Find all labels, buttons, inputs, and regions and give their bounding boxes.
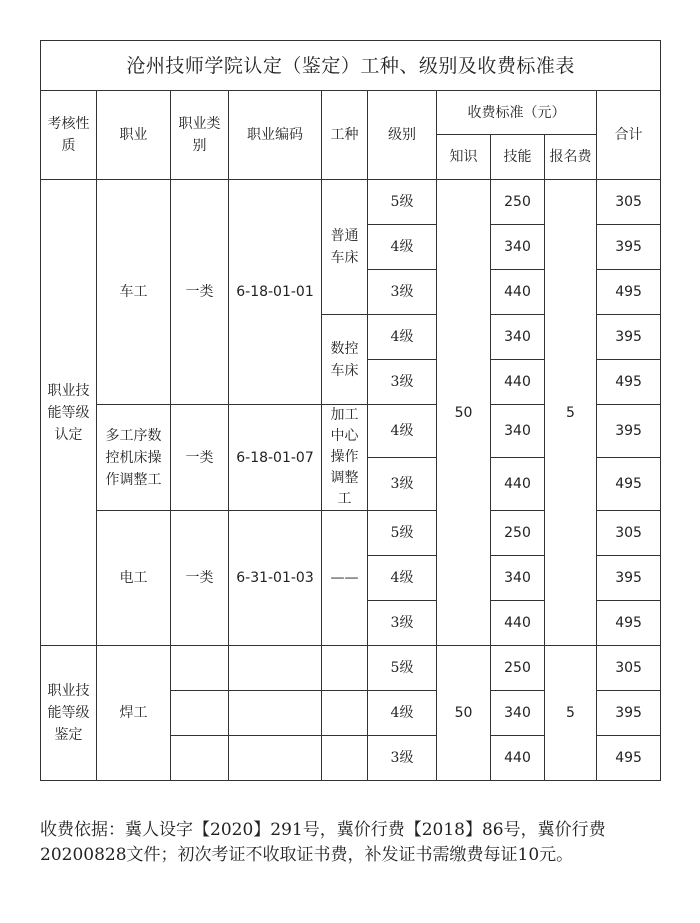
category-cell: 一类 <box>171 405 229 511</box>
header-knowledge: 知识 <box>437 135 491 180</box>
empty-cell <box>171 646 229 691</box>
total-cell: 305 <box>597 646 661 691</box>
empty-cell <box>322 646 368 691</box>
knowledge-fee-cell: 50 <box>437 646 491 781</box>
empty-cell <box>322 736 368 781</box>
level-cell: 4级 <box>368 225 437 270</box>
level-cell: 4级 <box>368 405 437 458</box>
table-title: 沧州技师学院认定（鉴定）工种、级别及收费标准表 <box>41 41 661 91</box>
skill-fee-cell: 440 <box>491 736 545 781</box>
skill-fee-cell: 340 <box>491 315 545 360</box>
header-occupation: 职业 <box>97 91 171 180</box>
skill-fee-cell: 440 <box>491 270 545 315</box>
header-trade: 工种 <box>322 91 368 180</box>
total-cell: 395 <box>597 556 661 601</box>
level-cell: 3级 <box>368 270 437 315</box>
total-cell: 495 <box>597 270 661 315</box>
level-cell: 3级 <box>368 360 437 405</box>
level-cell: 3级 <box>368 458 437 511</box>
skill-fee-cell: 440 <box>491 458 545 511</box>
skill-fee-cell: 340 <box>491 405 545 458</box>
occupation-cell: 焊工 <box>97 646 171 781</box>
code-cell: 6-18-01-01 <box>229 180 322 405</box>
header-total: 合计 <box>597 91 661 180</box>
skill-fee-cell: 340 <box>491 225 545 270</box>
skill-fee-cell: 250 <box>491 511 545 556</box>
total-cell: 395 <box>597 405 661 458</box>
level-cell: 3级 <box>368 601 437 646</box>
header-skill: 技能 <box>491 135 545 180</box>
code-cell: 6-31-01-03 <box>229 511 322 646</box>
empty-cell <box>229 646 322 691</box>
occupation-cell: 电工 <box>97 511 171 646</box>
total-cell: 395 <box>597 315 661 360</box>
occupation-cell: 多工序数控机床操作调整工 <box>97 405 171 511</box>
occupation-cell: 车工 <box>97 180 171 405</box>
fee-basis-note: 收费依据：冀人设字【2020】291号，冀价行费【2018】86号，冀价行费20200828文件；初次考证不收取证书费，补发证书需缴费每证10元。 <box>40 820 606 865</box>
code-cell: 6-18-01-07 <box>229 405 322 511</box>
category-cell: 一类 <box>171 180 229 405</box>
header-assessment-type: 考核性质 <box>41 91 97 180</box>
level-cell: 4级 <box>368 315 437 360</box>
assessment-type-appraisal: 职业技能等级鉴定 <box>41 646 97 781</box>
fee-table <box>40 40 661 781</box>
level-cell: 5级 <box>368 511 437 556</box>
total-cell: 395 <box>597 691 661 736</box>
total-cell: 305 <box>597 180 661 225</box>
level-cell: 5级 <box>368 180 437 225</box>
registration-fee-cell: 5 <box>545 646 597 781</box>
empty-cell <box>171 736 229 781</box>
level-cell: 5级 <box>368 646 437 691</box>
skill-fee-cell: 340 <box>491 691 545 736</box>
level-cell: 4级 <box>368 556 437 601</box>
trade-cell: 加工中心操作调整工 <box>322 405 368 511</box>
header-category: 职业类别 <box>171 91 229 180</box>
skill-fee-cell: 340 <box>491 556 545 601</box>
trade-cell: 普通车床 <box>322 180 368 315</box>
skill-fee-cell: 440 <box>491 360 545 405</box>
total-cell: 495 <box>597 458 661 511</box>
level-cell: 3级 <box>368 736 437 781</box>
total-cell: 305 <box>597 511 661 556</box>
total-cell: 495 <box>597 360 661 405</box>
total-cell: 495 <box>597 601 661 646</box>
assessment-type-certification: 职业技能等级认定 <box>41 180 97 646</box>
header-fee-standard: 收费标准（元） <box>437 91 597 135</box>
knowledge-fee-cell: 50 <box>437 180 491 646</box>
category-cell: 一类 <box>171 511 229 646</box>
header-level: 级别 <box>368 91 437 180</box>
empty-cell <box>322 691 368 736</box>
header-code: 职业编码 <box>229 91 322 180</box>
level-cell: 4级 <box>368 691 437 736</box>
trade-cell: —— <box>322 511 368 646</box>
skill-fee-cell: 440 <box>491 601 545 646</box>
header-registration: 报名费 <box>545 135 597 180</box>
empty-cell <box>171 691 229 736</box>
trade-cell: 数控车床 <box>322 315 368 405</box>
skill-fee-cell: 250 <box>491 646 545 691</box>
empty-cell <box>229 736 322 781</box>
empty-cell <box>229 691 322 736</box>
total-cell: 495 <box>597 736 661 781</box>
total-cell: 395 <box>597 225 661 270</box>
skill-fee-cell: 250 <box>491 180 545 225</box>
registration-fee-cell: 5 <box>545 180 597 646</box>
